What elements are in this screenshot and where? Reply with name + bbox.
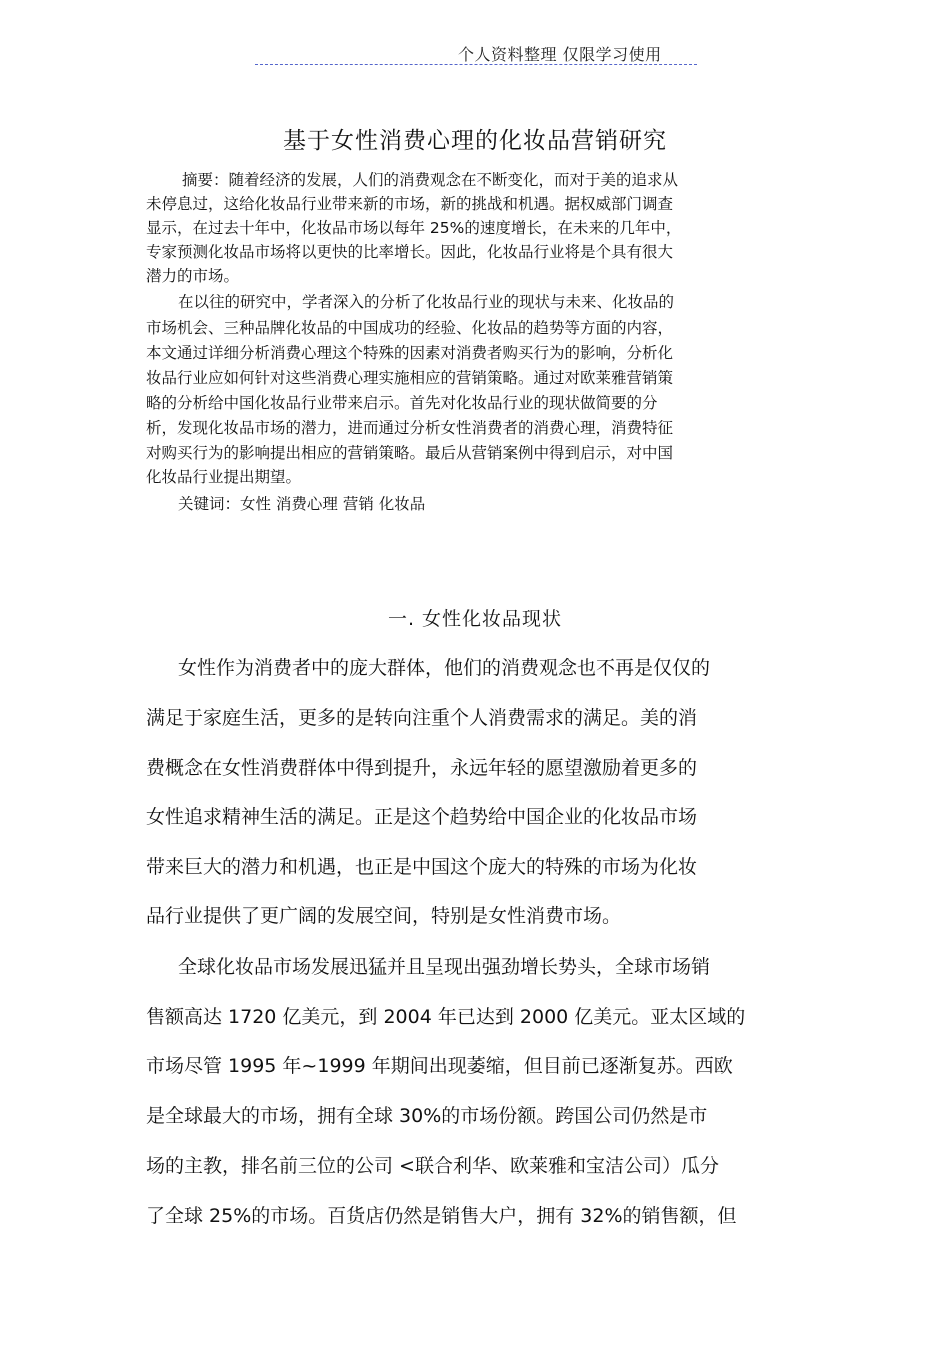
abstract-line: 析，发现化妆品市场的潜力，进而通过分析女性消费者的消费心理，消费特征: [146, 419, 674, 437]
header-note: 个人资料整理 仅限学习使用: [458, 45, 662, 64]
body-line: 场的主教，排名前三位的公司 <联合利华、欧莱雅和宝洁公司）瓜分: [146, 1155, 719, 1177]
abstract-line: 略的分析给中国化妆品行业带来启示。首先对化妆品行业的现状做简要的分: [146, 394, 658, 412]
abstract-line: 显示，在过去十年中，化妆品市场以每年 25%的速度增长，在未来的几年中，: [146, 219, 682, 237]
abstract-line: 化妆品行业提出期望。: [146, 468, 302, 486]
body-line: 女性作为消费者中的庞大群体，他们的消费观念也不再是仅仅的: [178, 657, 711, 679]
abstract-line: 在以往的研究中，学者深入的分析了化妆品行业的现状与未来、化妆品的: [178, 293, 675, 311]
document-title: 基于女性消费心理的化妆品营销研究: [283, 128, 667, 154]
abstract-line: 妆品行业应如何针对这些消费心理实施相应的营销策略。通过对欧莱雅营销策: [146, 369, 674, 387]
body-line: 品行业提供了更广阔的发展空间，特别是女性消费市场。: [146, 905, 622, 927]
abstract-line: 市场机会、三种品牌化妆品的中国成功的经验、化妆品的趋势等方面的内容，: [146, 319, 674, 337]
body-line: 了全球 25%的市场。百货店仍然是销售大户，拥有 32%的销售额，但: [146, 1205, 737, 1227]
abstract-line: 专家预测化妆品市场将以更快的比率增长。因此，化妆品行业将是个具有很大: [146, 243, 674, 261]
body-line: 带来巨大的潜力和机遇，也正是中国这个庞大的特殊的市场为化妆: [146, 856, 698, 878]
body-line: 全球化妆品市场发展迅猛并且呈现出强劲增长势头，全球市场销: [178, 956, 711, 978]
body-line: 是全球最大的市场，拥有全球 30%的市场份额。跨国公司仍然是市: [146, 1105, 708, 1127]
body-line: 满足于家庭生活，更多的是转向注重个人消费需求的满足。美的消: [146, 707, 698, 729]
header-dashed-rule: [255, 64, 697, 65]
abstract-line: 潜力的市场。: [146, 267, 240, 285]
body-line: 售额高达 1720 亿美元，到 2004 年已达到 2000 亿美元。亚太区域的: [146, 1006, 746, 1028]
body-line: 费概念在女性消费群体中得到提升，永远年轻的愿望激励着更多的: [146, 757, 698, 779]
section-heading: 一. 女性化妆品现状: [387, 608, 563, 630]
abstract-line: 本文通过详细分析消费心理这个特殊的因素对消费者购买行为的影响，分析化: [146, 344, 674, 362]
abstract-line: 摘要：随着经济的发展，人们的消费观念在不断变化，而对于美的追求从: [182, 171, 679, 189]
abstract-line: 对购买行为的影响提出相应的营销策略。最后从营销案例中得到启示，对中国: [146, 444, 674, 462]
body-line: 市场尽管 1995 年~1999 年期间出现萎缩，但目前已逐渐复苏。西欧: [146, 1055, 733, 1077]
body-line: 女性追求精神生活的满足。正是这个趋势给中国企业的化妆品市场: [146, 806, 698, 828]
keywords-line: 关键词：女性 消费心理 营销 化妆品: [178, 495, 426, 513]
abstract-line: 未停息过，这给化妆品行业带来新的市场，新的挑战和机遇。据权威部门调查: [146, 195, 674, 213]
